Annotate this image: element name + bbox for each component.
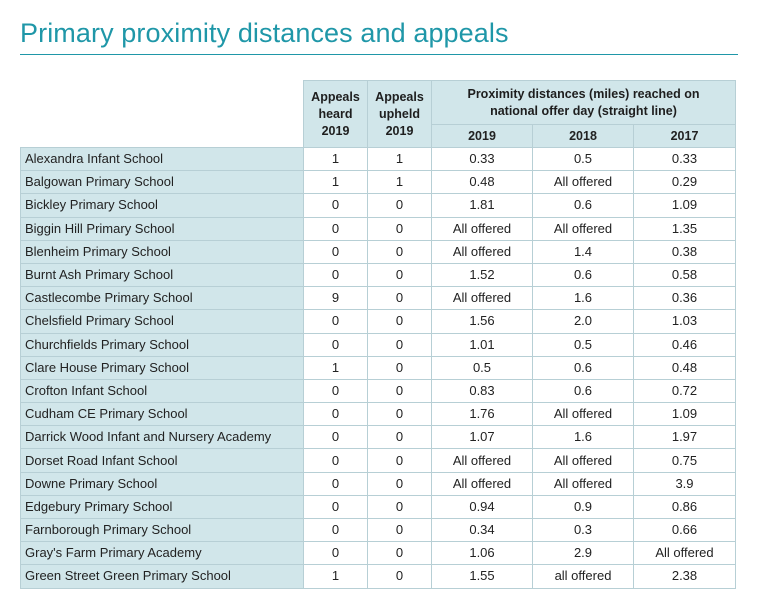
appeals-upheld-cell: 0 xyxy=(368,449,432,472)
table-row xyxy=(21,426,736,449)
distance-2019-cell: All offered xyxy=(432,217,533,240)
table-row xyxy=(21,310,736,333)
table-row xyxy=(21,495,736,518)
school-name-cell: Balgowan Primary School xyxy=(21,171,304,194)
proximity-appeals-table xyxy=(20,80,736,589)
distance-2017-cell: 1.09 xyxy=(634,403,736,426)
distance-2017-cell: 0.38 xyxy=(634,240,736,263)
column-header-appeals-heard: Appeals heard 2019 xyxy=(304,81,368,148)
school-name-cell: Churchfields Primary School xyxy=(21,333,304,356)
distance-2019-cell: All offered xyxy=(432,472,533,495)
appeals-heard-cell: 0 xyxy=(304,403,368,426)
distance-2018-cell: 2.0 xyxy=(533,310,634,333)
appeals-heard-cell: 0 xyxy=(304,217,368,240)
appeals-upheld-cell: 0 xyxy=(368,495,432,518)
distance-2019-cell: 0.33 xyxy=(432,148,533,171)
distance-2018-cell: 0.5 xyxy=(533,333,634,356)
title-divider xyxy=(20,54,738,55)
distance-2019-cell: 1.81 xyxy=(432,194,533,217)
distance-2017-cell: All offered xyxy=(634,542,736,565)
column-header-2017: 2017 xyxy=(634,125,736,148)
distance-2017-cell: 2.38 xyxy=(634,565,736,588)
appeals-upheld-cell: 0 xyxy=(368,472,432,495)
appeals-heard-cell: 0 xyxy=(304,263,368,286)
appeals-upheld-cell: 1 xyxy=(368,171,432,194)
appeals-upheld-cell: 0 xyxy=(368,426,432,449)
school-name-cell: Bickley Primary School xyxy=(21,194,304,217)
school-name-cell: Biggin Hill Primary School xyxy=(21,217,304,240)
distance-2019-cell: 0.94 xyxy=(432,495,533,518)
appeals-upheld-cell: 1 xyxy=(368,148,432,171)
table-row xyxy=(21,356,736,379)
distance-2017-cell: 0.66 xyxy=(634,519,736,542)
page-title: Primary proximity distances and appeals xyxy=(20,18,509,48)
distance-2017-cell: 0.36 xyxy=(634,287,736,310)
distance-2017-cell: 0.86 xyxy=(634,495,736,518)
appeals-upheld-cell: 0 xyxy=(368,287,432,310)
school-name-cell: Gray's Farm Primary Academy xyxy=(21,542,304,565)
table-row xyxy=(21,171,736,194)
distance-2018-cell: All offered xyxy=(533,449,634,472)
distance-2018-cell: 0.5 xyxy=(533,148,634,171)
distance-2017-cell: 0.58 xyxy=(634,263,736,286)
school-name-cell: Burnt Ash Primary School xyxy=(21,263,304,286)
column-header-2019: 2019 xyxy=(432,125,533,148)
table-row xyxy=(21,519,736,542)
table-row xyxy=(21,449,736,472)
distance-2018-cell: 0.6 xyxy=(533,263,634,286)
school-name-cell: Downe Primary School xyxy=(21,472,304,495)
school-name-cell: Cudham CE Primary School xyxy=(21,403,304,426)
distance-2017-cell: 1.97 xyxy=(634,426,736,449)
appeals-heard-cell: 1 xyxy=(304,565,368,588)
appeals-heard-cell: 0 xyxy=(304,542,368,565)
appeals-upheld-cell: 0 xyxy=(368,565,432,588)
school-name-cell: Alexandra Infant School xyxy=(21,148,304,171)
appeals-upheld-cell: 0 xyxy=(368,403,432,426)
distance-2018-cell: 1.6 xyxy=(533,426,634,449)
appeals-heard-cell: 0 xyxy=(304,194,368,217)
column-header-proximity: Proximity distances (miles) reached on national offer day (straight line) xyxy=(432,81,736,125)
school-name-cell: Castlecombe Primary School xyxy=(21,287,304,310)
table-row xyxy=(21,333,736,356)
table-row xyxy=(21,287,736,310)
appeals-heard-cell: 0 xyxy=(304,333,368,356)
school-name-cell: Farnborough Primary School xyxy=(21,519,304,542)
distance-2018-cell: All offered xyxy=(533,171,634,194)
distance-2019-cell: 0.5 xyxy=(432,356,533,379)
distance-2017-cell: 1.09 xyxy=(634,194,736,217)
appeals-upheld-cell: 0 xyxy=(368,379,432,402)
appeals-heard-cell: 1 xyxy=(304,171,368,194)
distance-2019-cell: 1.56 xyxy=(432,310,533,333)
distance-2018-cell: 0.3 xyxy=(533,519,634,542)
distance-2019-cell: 1.01 xyxy=(432,333,533,356)
table-row xyxy=(21,217,736,240)
distance-2019-cell: All offered xyxy=(432,449,533,472)
appeals-heard-cell: 0 xyxy=(304,240,368,263)
appeals-heard-cell: 0 xyxy=(304,426,368,449)
distance-2019-cell: 0.48 xyxy=(432,171,533,194)
table-row xyxy=(21,379,736,402)
school-name-cell: Chelsfield Primary School xyxy=(21,310,304,333)
distance-2017-cell: 0.46 xyxy=(634,333,736,356)
school-name-cell: Blenheim Primary School xyxy=(21,240,304,263)
appeals-heard-cell: 0 xyxy=(304,495,368,518)
appeals-upheld-cell: 0 xyxy=(368,310,432,333)
distance-2018-cell: All offered xyxy=(533,217,634,240)
distance-2018-cell: all offered xyxy=(533,565,634,588)
distance-2019-cell: 0.34 xyxy=(432,519,533,542)
distance-2018-cell: 0.6 xyxy=(533,356,634,379)
distance-2019-cell: 1.76 xyxy=(432,403,533,426)
school-name-cell: Darrick Wood Infant and Nursery Academy xyxy=(21,426,304,449)
distance-2018-cell: All offered xyxy=(533,403,634,426)
appeals-upheld-cell: 0 xyxy=(368,542,432,565)
school-name-cell: Dorset Road Infant School xyxy=(21,449,304,472)
distance-2017-cell: 0.72 xyxy=(634,379,736,402)
table-row xyxy=(21,565,736,588)
appeals-upheld-cell: 0 xyxy=(368,356,432,379)
appeals-upheld-cell: 0 xyxy=(368,240,432,263)
distance-2019-cell: 1.55 xyxy=(432,565,533,588)
school-name-cell: Green Street Green Primary School xyxy=(21,565,304,588)
distance-2019-cell: All offered xyxy=(432,240,533,263)
distance-2017-cell: 0.33 xyxy=(634,148,736,171)
header-blank-cell xyxy=(21,81,304,148)
distance-2018-cell: 0.9 xyxy=(533,495,634,518)
distance-2018-cell: 1.4 xyxy=(533,240,634,263)
table-row xyxy=(21,542,736,565)
distance-2019-cell: All offered xyxy=(432,287,533,310)
distance-2018-cell: 2.9 xyxy=(533,542,634,565)
appeals-upheld-cell: 0 xyxy=(368,194,432,217)
distance-2018-cell: 1.6 xyxy=(533,287,634,310)
school-name-cell: Crofton Infant School xyxy=(21,379,304,402)
appeals-upheld-cell: 0 xyxy=(368,519,432,542)
table-row xyxy=(21,472,736,495)
distance-2019-cell: 0.83 xyxy=(432,379,533,402)
table-row xyxy=(21,403,736,426)
distance-2019-cell: 1.52 xyxy=(432,263,533,286)
table-row xyxy=(21,194,736,217)
distance-2017-cell: 0.48 xyxy=(634,356,736,379)
distance-2018-cell: 0.6 xyxy=(533,194,634,217)
appeals-heard-cell: 1 xyxy=(304,356,368,379)
distance-2017-cell: 1.35 xyxy=(634,217,736,240)
appeals-upheld-cell: 0 xyxy=(368,333,432,356)
table-row xyxy=(21,148,736,171)
school-name-cell: Clare House Primary School xyxy=(21,356,304,379)
column-header-2018: 2018 xyxy=(533,125,634,148)
appeals-heard-cell: 9 xyxy=(304,287,368,310)
distance-2019-cell: 1.07 xyxy=(432,426,533,449)
distance-2017-cell: 3.9 xyxy=(634,472,736,495)
column-header-appeals-upheld: Appeals upheld 2019 xyxy=(368,81,432,148)
distance-2017-cell: 1.03 xyxy=(634,310,736,333)
appeals-heard-cell: 0 xyxy=(304,472,368,495)
distance-2017-cell: 0.29 xyxy=(634,171,736,194)
school-name-cell: Edgebury Primary School xyxy=(21,495,304,518)
appeals-heard-cell: 1 xyxy=(304,148,368,171)
distance-2018-cell: All offered xyxy=(533,472,634,495)
appeals-upheld-cell: 0 xyxy=(368,217,432,240)
distance-2018-cell: 0.6 xyxy=(533,379,634,402)
appeals-heard-cell: 0 xyxy=(304,310,368,333)
appeals-upheld-cell: 0 xyxy=(368,263,432,286)
table-row xyxy=(21,240,736,263)
appeals-heard-cell: 0 xyxy=(304,449,368,472)
distance-2019-cell: 1.06 xyxy=(432,542,533,565)
distance-2017-cell: 0.75 xyxy=(634,449,736,472)
appeals-heard-cell: 0 xyxy=(304,519,368,542)
table-row xyxy=(21,263,736,286)
appeals-heard-cell: 0 xyxy=(304,379,368,402)
